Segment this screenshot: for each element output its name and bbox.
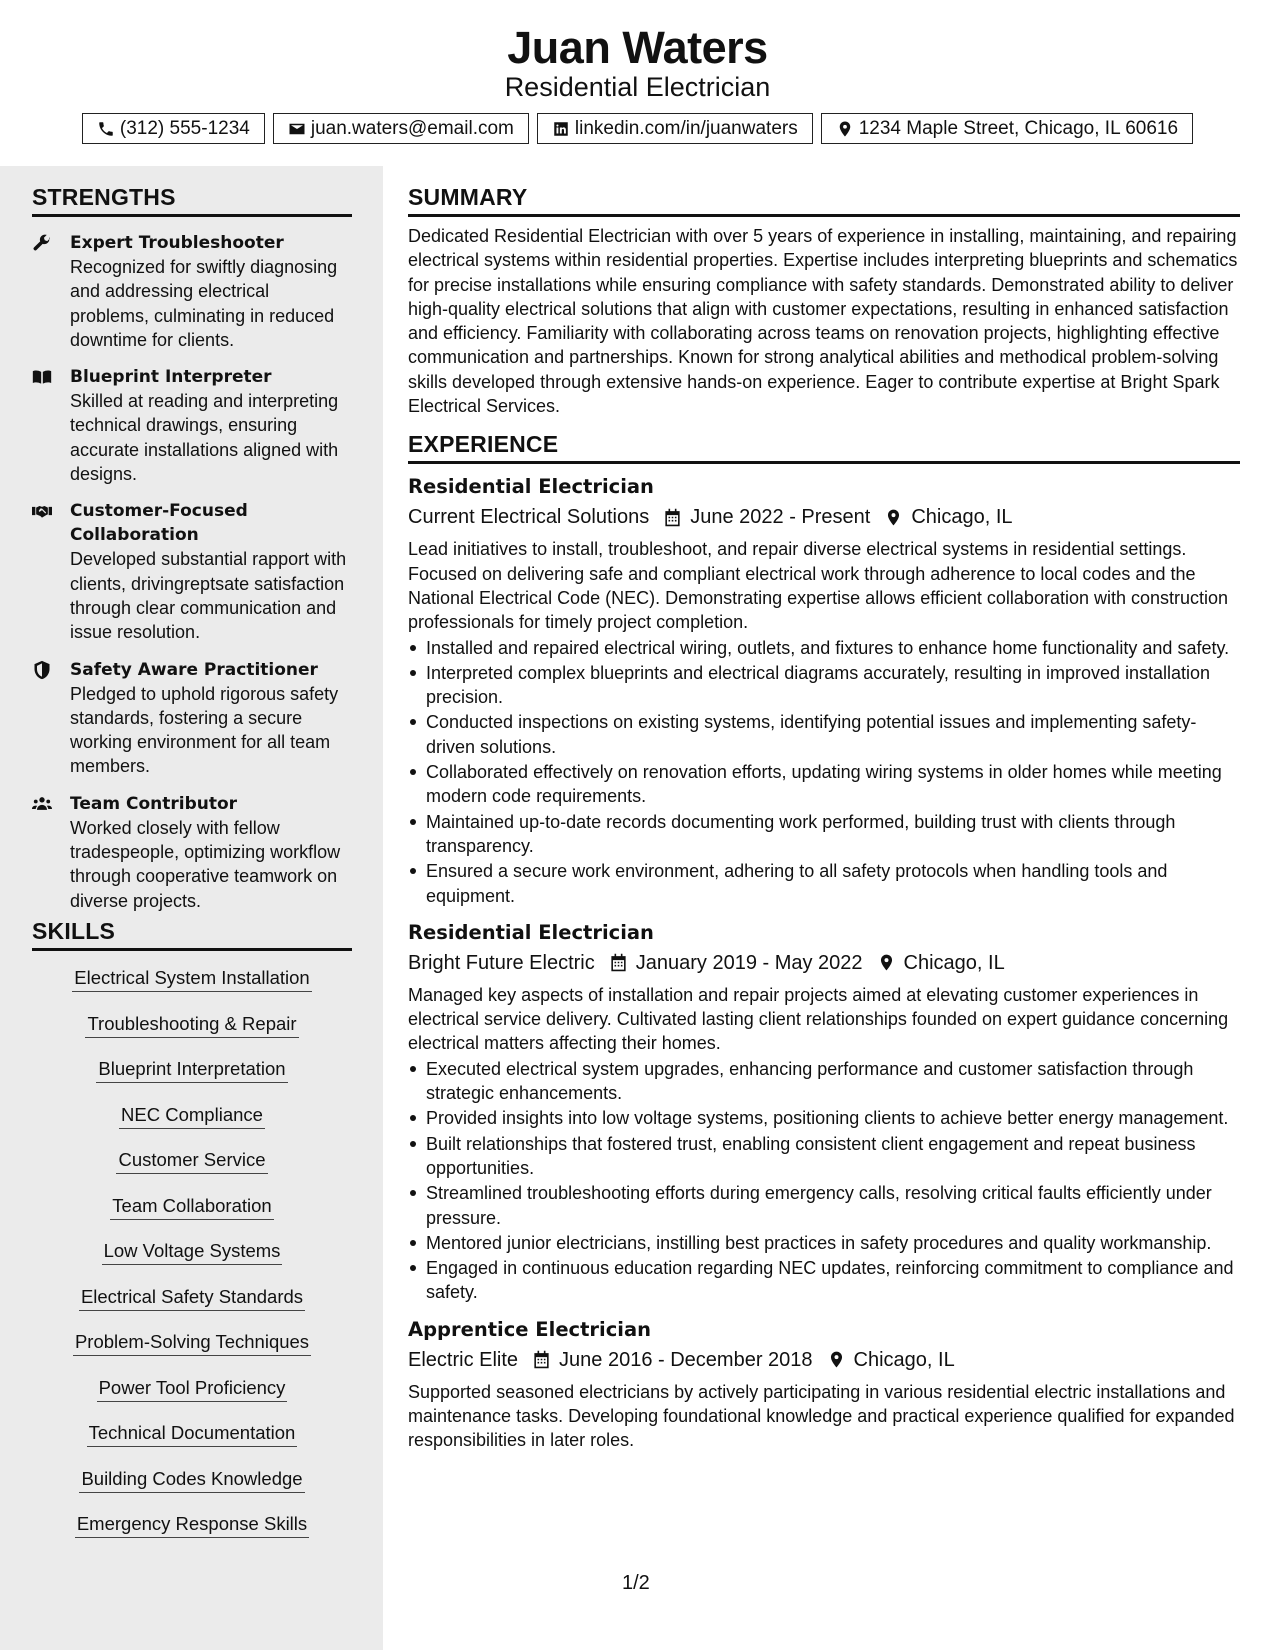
- strength-item: [32, 792, 352, 913]
- job-bullet: Streamlined troubleshooting efforts during emergency calls, resolving critical faults efficiently under pressure.: [408, 1181, 1240, 1230]
- book-icon: [32, 367, 52, 387]
- job-description: Supported seasoned electricians by actively participating in various residential electric installations and maintenance tasks. Developing foundational knowledge and practical experience qualified for expanded responsibilities in later roles.: [408, 1381, 1235, 1451]
- job-bullet: Provided insights into low voltage systems, positioning clients to achieve better energy management.: [408, 1106, 1240, 1130]
- strength-desc: Developed substantial rapport with clients, drivingreptsate satisfaction through clear communication and issue resolution.: [70, 549, 347, 643]
- strengths-section: [32, 184, 352, 926]
- job-bullets: [408, 1057, 1240, 1305]
- job-bullet: Engaged in continuous education regarding NEC updates, reinforcing commitment to compliance and safety.: [408, 1256, 1240, 1305]
- calendar-icon: [532, 1350, 551, 1369]
- linkedin-icon: [552, 120, 570, 138]
- candidate-title: Residential Electrician: [504, 72, 771, 102]
- contact-address[interactable]: [821, 113, 1193, 144]
- skill-item: Building Codes Knowledge: [79, 1466, 304, 1493]
- contact-email[interactable]: [273, 113, 529, 144]
- team-icon: [32, 794, 52, 814]
- job-company: Bright Future Electric: [408, 951, 595, 974]
- skills-heading: SKILLS: [32, 918, 352, 951]
- skill-item: Electrical System Installation: [72, 965, 311, 992]
- job-entry: [408, 472, 1240, 907]
- skill-item: NEC Compliance: [119, 1102, 265, 1129]
- job-bullet: Conducted inspections on existing systems, identifying potential issues and implementing safety-driven solutions.: [408, 710, 1240, 759]
- job-title: Apprentice Electrician: [408, 1317, 652, 1341]
- contact-phone[interactable]: [82, 113, 265, 144]
- strength-title: Safety Aware Practitioner: [70, 659, 318, 680]
- job-dates: January 2019 - May 2022: [635, 951, 863, 974]
- contact-linkedin[interactable]: [537, 113, 813, 144]
- skill-item: Technical Documentation: [87, 1420, 298, 1447]
- job-bullet: Collaborated effectively on renovation efforts, updating wiring systems in older homes while meeting modern code requirements.: [408, 760, 1240, 809]
- location-icon: [827, 1350, 846, 1369]
- strength-item: [32, 365, 352, 486]
- job-title: Residential Electrician: [408, 475, 654, 499]
- strength-title: Blueprint Interpreter: [70, 367, 272, 388]
- strength-title: Expert Troubleshooter: [70, 233, 284, 253]
- skill-item: Power Tool Proficiency: [97, 1375, 288, 1402]
- contact-linkedin-text: linkedin.com/in/juanwaters: [574, 117, 798, 139]
- job-meta: [408, 1345, 1240, 1375]
- job-entry: [408, 918, 1240, 1305]
- calendar-icon: [663, 508, 682, 527]
- skill-item: Electrical Safety Standards: [79, 1284, 305, 1311]
- experience-section: [408, 431, 1240, 1452]
- strength-item: [32, 499, 352, 644]
- job-description: Lead initiatives to install, troubleshoot, and repair diverse electrical systems in residential settings. Focused on delivering safe and compliant electrical work through adherence to local codes and the National Electrical Code (NEC). Demonstrating expertise allows efficient collaboration with construction professionals for timely project completion.: [408, 539, 1229, 633]
- location-icon: [884, 508, 903, 527]
- job-meta: [408, 502, 1240, 532]
- skill-item: Team Collaboration: [110, 1193, 273, 1220]
- job-bullet: Installed and repaired electrical wiring, outlets, and fixtures to enhance home functionality and safety.: [408, 636, 1240, 660]
- job-dates: June 2022 - Present: [690, 506, 871, 529]
- main-content: [408, 166, 1240, 1453]
- email-icon: [288, 120, 306, 138]
- job-bullet: Mentored junior electricians, instilling best practices in safety procedures and quality workmanship.: [408, 1231, 1240, 1255]
- strength-item: [32, 231, 352, 352]
- job-location: Chicago, IL: [911, 506, 1013, 529]
- summary-text: Dedicated Residential Electrician with over 5 years of experience in installing, maintaining, and repairing electrical systems within residential properties. Expertise includes interpreting blueprints and schematics for precise installations while ensuring compliance with safety standards. Demonstrated ability to deliver high-quality electrical solutions that align with customer expectations, resulting in enhanced satisfaction and efficiency. Familiarity with collaborating across teams on renovation projects, highlighting effective communication and partnerships. Known for strong analytical abilities and methodical problem-solving skills developed through extensive hands-on experience. Eager to contribute expertise at Bright Spark Electrical Services.: [408, 226, 1238, 417]
- candidate-name: Juan Waters: [507, 22, 768, 73]
- strength-desc: Recognized for swiftly diagnosing and addressing electrical problems, culminating in reduced downtime for clients.: [70, 257, 338, 350]
- summary-heading: SUMMARY: [408, 184, 1240, 217]
- shield-icon: [32, 660, 52, 680]
- job-description: Managed key aspects of installation and repair projects aimed at elevating customer experiences in electrical service delivery. Cultivated lasting client relationships founded on expert guidance concerning electrical matters affecting their homes.: [408, 984, 1229, 1054]
- calendar-icon: [609, 953, 628, 972]
- job-bullet: Maintained up-to-date records documenting work performed, building trust with clients through transparency.: [408, 810, 1240, 859]
- strength-desc: Pledged to uphold rigorous safety standards, fostering a secure working environment for all team members.: [70, 683, 339, 777]
- job-company: Current Electrical Solutions: [408, 506, 650, 529]
- handshake-icon: [32, 501, 52, 521]
- job-company: Electric Elite: [408, 1348, 519, 1371]
- skill-item: Customer Service: [116, 1147, 267, 1174]
- phone-icon: [97, 120, 115, 138]
- job-bullet: Interpreted complex blueprints and electrical diagrams accurately, resulting in improved installation precision.: [408, 661, 1240, 710]
- strength-item: [32, 658, 352, 779]
- job-entry: [408, 1315, 1240, 1453]
- strength-desc: Worked closely with fellow tradespeople, optimizing workflow through cooperative teamwork on diverse projects.: [70, 817, 341, 911]
- job-meta: [408, 948, 1240, 978]
- job-bullet: Executed electrical system upgrades, enhancing performance and customer satisfaction through strategic enhancements.: [408, 1057, 1240, 1106]
- job-location: Chicago, IL: [853, 1348, 955, 1371]
- contact-email-text: juan.waters@email.com: [310, 117, 514, 139]
- job-dates: June 2016 - December 2018: [559, 1348, 813, 1371]
- strengths-heading: STRENGTHS: [32, 184, 352, 217]
- skill-item: Emergency Response Skills: [75, 1511, 309, 1538]
- summary-section: [408, 184, 1240, 418]
- location-icon: [836, 120, 854, 138]
- location-icon: [877, 953, 896, 972]
- experience-heading: EXPERIENCE: [408, 431, 1240, 464]
- job-title: Residential Electrician: [408, 920, 654, 944]
- skill-item: Low Voltage Systems: [102, 1238, 283, 1265]
- strength-title: Team Contributor: [70, 793, 238, 814]
- job-bullets: [408, 636, 1240, 908]
- contact-address-text: 1234 Maple Street, Chicago, IL 60616: [858, 117, 1179, 139]
- strength-title: Customer-Focused Collaboration: [70, 501, 248, 546]
- skill-item: Problem-Solving Techniques: [73, 1329, 311, 1356]
- page-number: 1/2: [622, 1572, 650, 1594]
- wrench-icon: [32, 233, 52, 253]
- job-bullet: Ensured a secure work environment, adhering to all safety protocols when handling tools and equipment.: [408, 859, 1240, 908]
- skills-section: [32, 918, 352, 1557]
- strength-desc: Skilled at reading and interpreting technical drawings, ensuring accurate installations aligned with designs.: [70, 391, 339, 485]
- contact-bar: [0, 113, 1275, 144]
- resume-header: [0, 0, 1275, 166]
- job-bullet: Built relationships that fostered trust, enabling consistent client engagement and repeat business opportunities.: [408, 1132, 1240, 1181]
- skill-item: Blueprint Interpretation: [96, 1056, 287, 1083]
- skill-item: Troubleshooting & Repair: [85, 1011, 298, 1038]
- contact-phone-text: (312) 555-1234: [119, 117, 250, 139]
- job-location: Chicago, IL: [903, 951, 1005, 974]
- sidebar: [0, 166, 383, 1650]
